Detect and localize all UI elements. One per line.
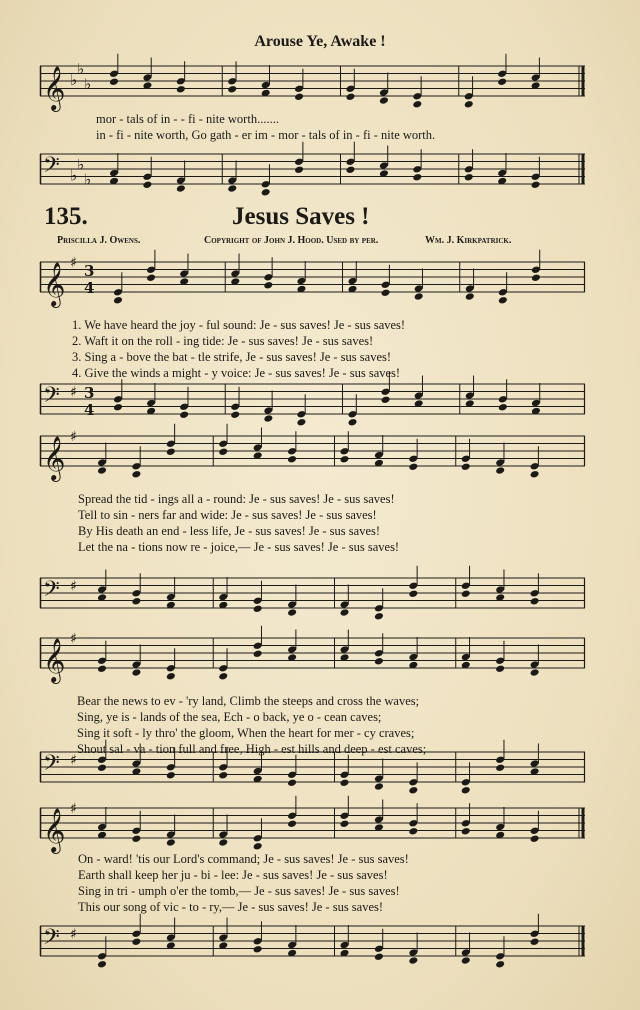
system-4-treble-staff (40, 800, 585, 852)
system-3-verse-1: Bear the news to ev - 'ry land, Climb the steeps and cross the waves; (77, 694, 420, 708)
notehead (287, 455, 297, 464)
notehead (530, 668, 540, 677)
bass-clef-icon: 𝄢 (43, 925, 60, 955)
notehead (381, 395, 391, 404)
notehead (374, 782, 384, 791)
notehead (166, 771, 176, 780)
notehead (218, 838, 228, 847)
notehead (498, 403, 508, 412)
system-2-verse-2: Tell to sin - ners far and wide: Je - sus saves! Je - sus saves! (78, 508, 377, 522)
notehead (412, 100, 422, 109)
previous-hymn-treble-staff (40, 58, 585, 110)
notehead (531, 273, 541, 282)
flat-icon: ♭ (84, 74, 92, 93)
bass-clef-icon: 𝄢 (43, 383, 60, 413)
notehead (530, 597, 540, 606)
sharp-icon: ♯ (70, 384, 77, 401)
notehead (131, 597, 141, 606)
notehead (530, 937, 540, 946)
system-1-verse-4: 4. Give the winds a might - y voice: Je - sus saves! Je - sus saves! (72, 366, 401, 380)
time-signature-bottom: 4 (84, 279, 95, 297)
notehead (374, 612, 384, 621)
staff-svg (40, 376, 585, 428)
notehead (408, 462, 418, 471)
notehead (287, 608, 297, 617)
flat-icon: ♭ (77, 59, 85, 78)
notehead (464, 100, 474, 109)
notehead (408, 956, 418, 965)
treble-clef-icon: 𝄞 (43, 808, 66, 852)
notehead (346, 165, 356, 174)
system-4-verse-4: This our song of vic - to - ry,— Je - sus saves! Je - sus saves! (78, 900, 384, 914)
staff-svg (40, 800, 585, 852)
sharp-icon: ♯ (70, 578, 77, 595)
notehead (253, 945, 263, 954)
notehead (374, 952, 384, 961)
bass-clef-icon: 𝄢 (43, 751, 60, 781)
notehead (218, 672, 228, 681)
system-1-verse-1: 1. We have heard the joy - ful sound: Je - sus saves! Je - sus saves! (72, 318, 406, 332)
system-1-bass-staff (40, 376, 585, 428)
previous-hymn-title: Arouse Ye, Awake ! (254, 33, 386, 50)
system-2-treble-staff (40, 428, 585, 480)
flat-icon: ♭ (70, 166, 78, 185)
hymn-title: Jesus Saves ! (232, 203, 370, 230)
hymn-composer: Wm. J. Kirkpatrick. (425, 235, 512, 246)
staff-svg (40, 918, 585, 970)
system-4-verse-2: Earth shall keep her ju - bi - lee: Je - sus saves! Je - sus saves! (78, 868, 388, 882)
notehead (340, 778, 350, 787)
notehead (465, 292, 475, 301)
notehead (340, 819, 350, 828)
notehead (296, 418, 306, 427)
system-1-verse-2: 2. Waft it on the roll - ing tide: Je - sus saves! Je - sus saves! (72, 334, 374, 348)
notehead (166, 838, 176, 847)
staff-svg (40, 744, 585, 796)
system-1-treble-staff (40, 254, 585, 306)
notehead (530, 470, 540, 479)
notehead (131, 834, 141, 843)
treble-clef-icon: 𝄞 (43, 66, 66, 110)
notehead (97, 466, 107, 475)
sharp-icon: ♯ (70, 255, 77, 271)
notehead (142, 180, 152, 189)
sharp-icon: ♯ (70, 631, 77, 647)
notehead (340, 455, 350, 464)
system-3-verse-2: Sing, ye is - lands of the sea, Ech - o back, ye o - cean caves; (77, 710, 382, 724)
notehead (348, 418, 358, 427)
notehead (131, 470, 141, 479)
treble-clef-icon: 𝄞 (43, 638, 66, 682)
notehead (179, 410, 189, 419)
notehead (261, 188, 271, 197)
bass-clef-icon: 𝄢 (43, 153, 60, 183)
notehead (408, 786, 418, 795)
notehead (461, 462, 471, 471)
flat-icon: ♭ (77, 155, 85, 174)
notehead (227, 85, 237, 94)
notehead (408, 589, 418, 598)
staff-svg (40, 630, 585, 682)
staff-svg (40, 146, 585, 198)
staff-svg (40, 570, 585, 622)
sharp-icon: ♯ (70, 926, 77, 943)
notehead (531, 180, 541, 189)
notehead (497, 77, 507, 86)
system-3-verse-3: Sing it soft - ly thro' the gloom, When the heart for mer - cy craves; (77, 726, 415, 740)
notehead (113, 296, 123, 305)
time-signature-bottom: 4 (84, 401, 95, 419)
notehead (498, 296, 508, 305)
notehead (495, 466, 505, 475)
staff-svg (40, 58, 585, 110)
sharp-icon: ♯ (70, 429, 77, 445)
notehead (461, 786, 471, 795)
notehead (166, 447, 176, 456)
notehead (294, 165, 304, 174)
notehead (131, 668, 141, 677)
notehead (346, 92, 356, 101)
previous-hymn-lyric-1: mor - tals of in - - fi - nite worth....... (96, 112, 279, 126)
time-signature-top: 3 (84, 262, 95, 280)
notehead (263, 281, 273, 290)
notehead (287, 819, 297, 828)
system-4-verse-1: On - ward! 'tis our Lord's command; Je - sus saves! Je - sus saves! (78, 852, 409, 866)
bass-clef-icon: 𝄢 (43, 577, 60, 607)
notehead (408, 827, 418, 836)
notehead (495, 960, 505, 969)
system-1-verse-3: 3. Sing a - bove the bat - tle strife, Je - sus saves! Je - sus saves! (72, 350, 392, 364)
system-2-bass-staff (40, 570, 585, 622)
system-3-treble-staff (40, 630, 585, 682)
notehead (230, 410, 240, 419)
sharp-icon: ♯ (70, 801, 77, 817)
notehead (287, 778, 297, 787)
time-signature-top: 3 (84, 384, 95, 402)
hymn-number: 135. (44, 203, 88, 230)
notehead (146, 273, 156, 282)
notehead (218, 447, 228, 456)
notehead (109, 77, 119, 86)
notehead (414, 292, 424, 301)
notehead (374, 657, 384, 666)
notehead (253, 604, 263, 613)
staff-svg (40, 428, 585, 480)
system-2-verse-3: By His death an end - less life, Je - sus saves! Je - sus saves! (78, 524, 381, 538)
notehead (97, 960, 107, 969)
system-4-verse-3: Sing in tri - umph o'er the tomb,— Je - sus saves! Je - sus saves! (78, 884, 400, 898)
previous-hymn-bass-staff (40, 146, 585, 198)
notehead (97, 664, 107, 673)
system-2-verse-1: Spread the tid - ings all a - round: Je - sus saves! Je - sus saves! (78, 492, 395, 506)
system-3-verse-4: Shout sal - va - tion full and free, High - est hills and deep - est caves; (77, 742, 427, 756)
notehead (166, 672, 176, 681)
notehead (381, 288, 391, 297)
notehead (340, 608, 350, 617)
notehead (218, 771, 228, 780)
notehead (464, 173, 474, 182)
previous-hymn-lyric-2: in - fi - nite worth, Go gath - er im - mor - tals of in - fi - nite worth. (96, 128, 436, 142)
notehead (530, 834, 540, 843)
flat-icon: ♭ (70, 71, 78, 89)
sharp-icon: ♯ (70, 752, 77, 769)
notehead (294, 92, 304, 101)
system-2-verse-4: Let the na - tions now re - joice,— Je - sus saves! Je - sus saves! (78, 540, 400, 554)
notehead (461, 827, 471, 836)
notehead (97, 763, 107, 772)
notehead (253, 842, 263, 851)
notehead (412, 173, 422, 182)
notehead (176, 184, 186, 193)
system-4-bass-staff (40, 918, 585, 970)
treble-clef-icon: 𝄞 (43, 262, 66, 306)
notehead (113, 403, 123, 412)
notehead (461, 956, 471, 965)
notehead (253, 649, 263, 658)
notehead (263, 414, 273, 423)
notehead (131, 937, 141, 946)
hymn-author: Priscilla J. Owens. (57, 235, 141, 246)
notehead (495, 763, 505, 772)
notehead (227, 184, 237, 193)
notehead (461, 589, 471, 598)
staff-svg (40, 254, 585, 306)
notehead (379, 96, 389, 105)
hymn-copyright: Copyright of John J. Hood. Used by per. (204, 235, 379, 246)
treble-clef-icon: 𝄞 (43, 436, 66, 480)
flat-icon: ♭ (84, 170, 92, 189)
system-3-bass-staff (40, 744, 585, 796)
notehead (176, 85, 186, 94)
notehead (495, 664, 505, 673)
